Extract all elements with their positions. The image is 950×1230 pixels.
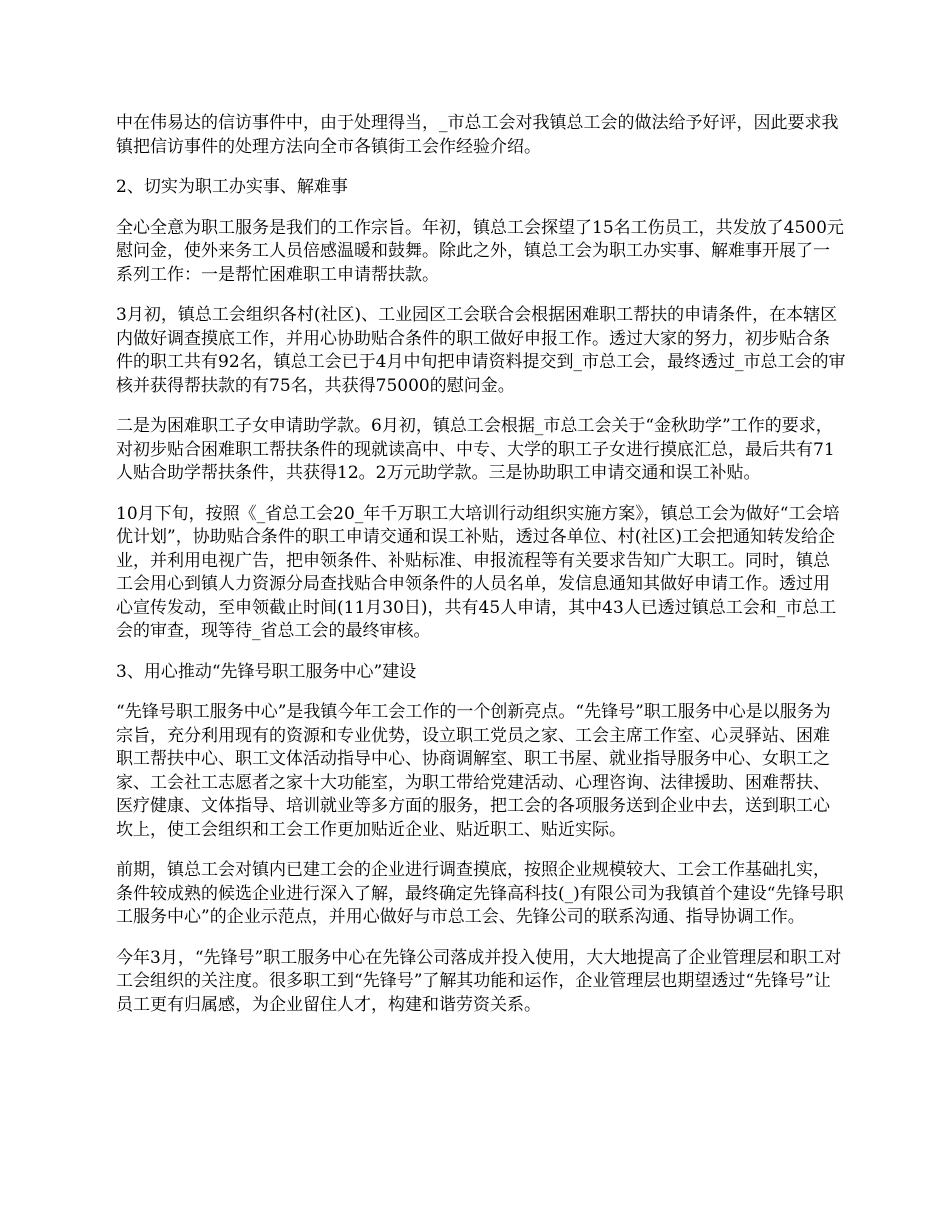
paragraph-october-subsidy: 10月下旬，按照《_省总工会20_年千万职工大培训行动组织实施方案》，镇总工会为做好“工会培优计划”，协助贴合条件的职工申请交通和误工补贴，透过各单位、村(社区)工会把通知转发给企业，并利用电视广告，把申领条件、补贴标准、申报流程等有关要求告知广大职工。同时，镇总工会用心到镇人力资源分局查找贴合申领条件的人员名单，发信息通知其做好申请工作。透过用心宣传发动，至申领截止时间(11月30日)，共有45人申请，其中43人已透过镇总工会和_市总工会的审查，现等待_省总工会的最终审核。	[116, 503, 840, 641]
paragraph-intro-continuation: 中在伟易达的信访事件中，由于处理得当，_市总工会对我镇总工会的做法给予好评，因此要求我镇把信访事件的处理方法向全市各镇街工会作经验介绍。	[116, 113, 839, 157]
paragraph-march-launch: 今年3月，“先锋号”职工服务中心在先锋公司落成并投入使用，大大地提高了企业管理层和职工对工会组织的关注度。很多职工到“先锋号”了解其功能和运作，企业管理层也期望透过“先锋号”让员工更有归属感，为企业留住人才，构建和谐劳资关系。	[116, 947, 842, 1015]
paragraph-service-purpose: 全心全意为职工服务是我们的工作宗旨。年初，镇总工会探望了15名工伤员工，共发放了4500元慰问金，使外来务工人员倍感温暖和鼓舞。除此之外，镇总工会为职工办实事、解难事开展了一系列工作：一是帮忙困难职工申请帮扶款。	[116, 217, 844, 285]
paragraph-education-aid: 二是为困难职工子女申请助学款。6月初，镇总工会根据_市总工会关于“金秋助学”工作的要求，对初步贴合困难职工帮扶条件的现就读高中、中专、大学的职工子女进行摸底汇总，最后共有71人贴合助学帮扶条件，共获得12。2万元助学款。三是协助职工申请交通和误工补贴。	[116, 416, 835, 483]
paragraph-march-assistance: 3月初，镇总工会组织各村(社区)、工业园区工会联合会根据困难职工帮扶的申请条件，在本辖区内做好调查摸底工作，并用心协助贴合条件的职工做好申报工作。透过大家的努力，初步贴合条件的职工共有92名，镇总工会已于4月中旬把申请资料提交到_市总工会，最终透过_市总工会的审核并获得帮扶款的有75名，共获得75000的慰问金。	[116, 305, 846, 396]
paragraph-service-center: “先锋号职工服务中心”是我镇今年工会工作的一个创新亮点。“先锋号”职工服务中心是以服务为宗旨，充分利用现有的资源和专业优势，设立职工党员之家、工会主席工作室、心灵驿站、困难职工帮扶中心、职工文体活动指导中心、协商调解室、职工书屋、就业指导服务中心、女职工之家、工会社工志愿者之家十大功能室，为职工带给党建活动、心理咨询、法律援助、困难帮扶、医疗健康、文体指导、培训就业等多方面的服务，把工会的各项服务送到企业中去，送到职工心坎上，使工会组织和工会工作更加贴近企业、贴近职工、贴近实际。	[116, 702, 831, 840]
section-heading-2: 2、切实为职工办实事、解难事	[116, 177, 348, 197]
paragraph-early-stage: 前期，镇总工会对镇内已建工会的企业进行调查摸底，按照企业规模较大、工会工作基础扎实，条件较成熟的候选企业进行深入了解，最终确定先锋高科技(_)有限公司为我镇首个建设“先锋号职工服务中心”的企业示范点，并用心做好与市总工会、先锋公司的联系沟通、指导协调工作。	[116, 860, 844, 927]
document-body	[116, 112, 846, 1034]
section-heading-3: 3、用心推动“先锋号职工服务中心”建设	[116, 661, 417, 682]
